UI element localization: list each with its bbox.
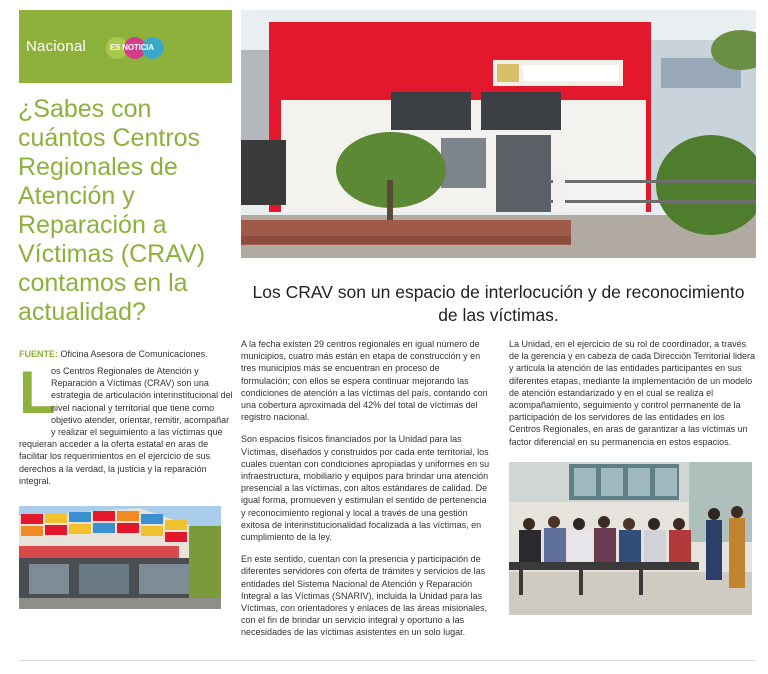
footer-divider xyxy=(19,660,756,661)
es-noticia-logo: ES NOTICIA xyxy=(106,37,164,59)
article-subhead: Los CRAV son un espacio de interlocución y de reconocimiento de las víctimas. xyxy=(252,282,745,325)
lead-text: os Centros Regionales de Atención y Reparación a Víctimas (CRAV) son una estrategia de articulación interinstitucional del nivel nacional y territorial que tiene como objetivo atender, orientar, remitir, acompañar y realizar el seguimiento a las víctimas que requieran acceder a la oferta estatal en aras de facilitar los requerimientos en el ejercicio de sus derechos a la verdad, la justicia y la reparación integral. xyxy=(19,366,233,486)
section-banner xyxy=(19,10,232,83)
meeting-room-photo xyxy=(509,462,752,615)
article-column-middle xyxy=(241,338,491,649)
lead-paragraph xyxy=(19,359,234,487)
paragraph: La Unidad, en el ejercicio de su rol de coordinador, a través de la gerencia y en cabeza de cada Dirección Territorial lidera y articula la atención de las entidades participantes en sus diferentes etapas, mediante la implementación de un modelo de atención estandarizado y en el cual se realiza el acompañamiento, seguimiento y control permanente de la participación de los servidores de las entidades en los Centros Regionales, en aras de garantizar a las víctimas un factor diferencial en su permanencia en estos espacios. xyxy=(509,339,755,447)
paragraph: Son espacios físicos financiados por la Unidad para las Víctimas, diseñados y construidos por cada ente territorial, los cuales cuentan con condiciones apropiadas y uniformes en su infraestructura, mobiliario y equipos para brindar una atención presencial a las víctimas, con altos estándares de calidad. De igual forma, promueven y estimulan el sentido de pertenencia y reconocimiento regional y local a través de una gestión exitosa de interinstitucionalidad focalizada a las víctimas, en cumplimiento de la ley. xyxy=(241,434,490,543)
section-name: Nacional xyxy=(26,38,86,55)
crav-building-photo-left xyxy=(19,506,221,609)
source-label: FUENTE: xyxy=(19,349,58,359)
crav-building-photo-top xyxy=(241,10,756,258)
drop-cap: L xyxy=(19,359,56,426)
paragraph: En este sentido, cuentan con la presencia y participación de diferentes servidores con oferta de trámites y servicios de las entidades del Sistema Nacional de Atención y Reparación Integral a las Víctimas (SNARIV), incluida la Unidad para las Víctimas, con orientadores y enlaces de las áreas misionales, con el fin de brindar un servicio integral y oportuno a las necesidades de las víctimas asistentes en un solo lugar. xyxy=(241,554,488,638)
paragraph: A la fecha existen 29 centros regionales en igual número de municipios, cuatro más están en etapa de construcción y en tres municipios más se encuentran en proceso de formulación; con ellos se espera continuar mejorando las condiciones de atención a las víctimas del país, contando con una cobertura aproximada del 42% del total de víctimas del registro nacional. xyxy=(241,339,488,423)
article-column-right xyxy=(509,338,756,458)
source-value: Oficina Asesora de Comunicaciones. xyxy=(60,349,208,359)
article-source xyxy=(19,349,234,359)
article-headline: ¿Sabes con cuántos Centros Regionales de Atención y Reparación a Víctimas (CRAV) contamos en la actualidad? xyxy=(18,95,206,326)
